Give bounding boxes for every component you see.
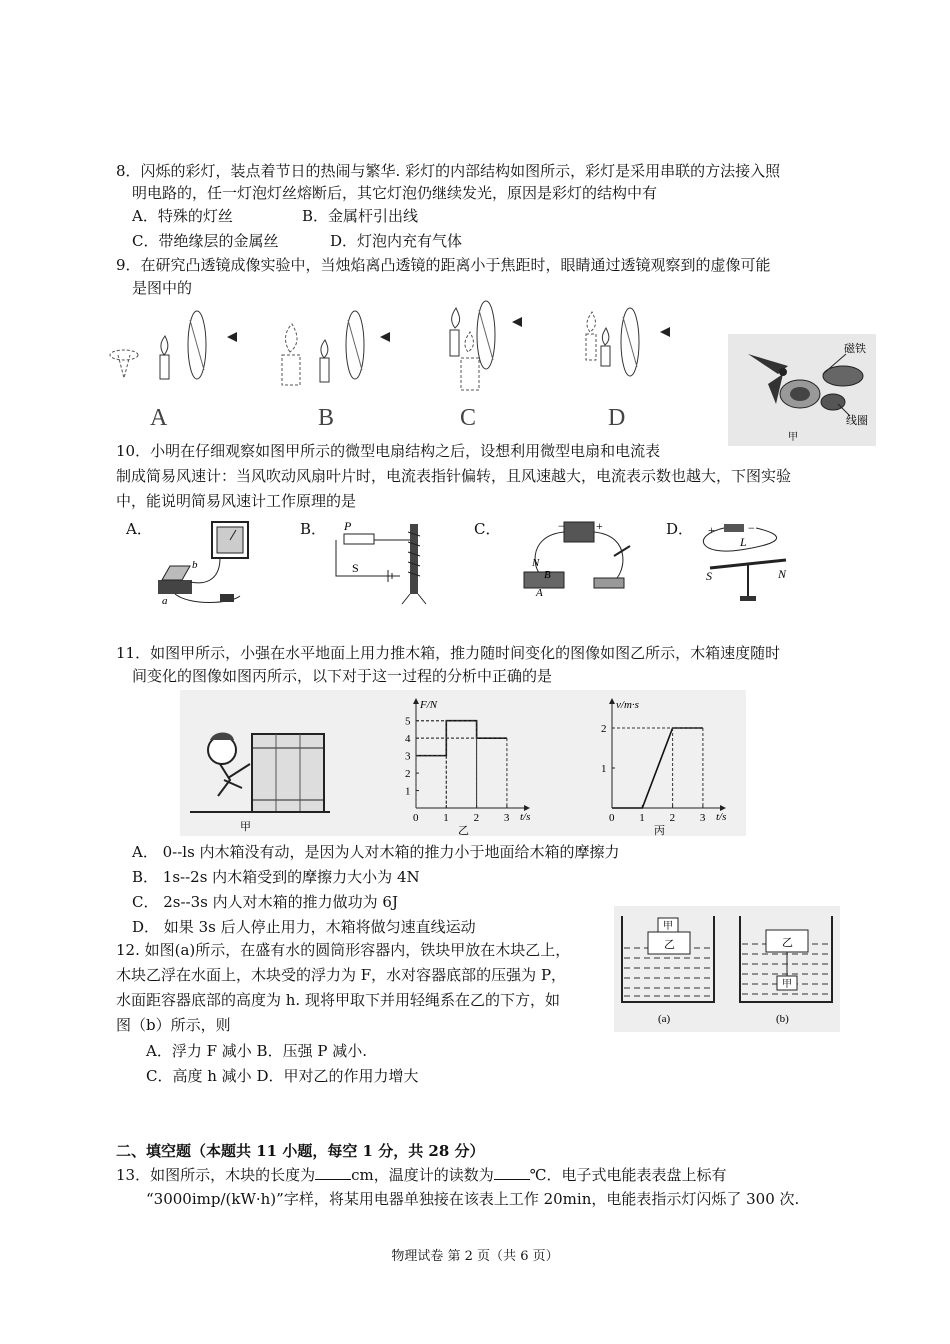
q8-option-b: B．金属杆引出线 — [302, 207, 419, 225]
chart-velocity-x-label: t/s — [716, 811, 727, 823]
q12-stem-line4: 图（b）所示，则 — [116, 1016, 231, 1034]
chart-force-xtick: 3 — [503, 812, 510, 824]
q10-a-label-a: a — [162, 595, 168, 607]
q11-option-a: A． 0--ls 内木箱没有动，是因为人对木箱的推力小于地面给木箱的摩擦力 — [132, 843, 620, 861]
q12-options-ab: A．浮力 F 减小 B．压强 P 减小. — [146, 1042, 367, 1060]
q9-figure-a — [110, 311, 237, 431]
q12-stem-line3: 水面距容器底部的高度为 h. 现将甲取下并用轻绳系在乙的下方，如 — [116, 991, 560, 1009]
chart-velocity-xtick: 0 — [609, 812, 615, 824]
chart-force-ytick: 1 — [405, 785, 411, 798]
q12-stem-line1: 12. 如图(a)所示，在盛有水的圆筒形容器内，铁块甲放在木块乙上， — [116, 941, 571, 959]
chart-force-x-label: t/s — [520, 811, 531, 823]
q10-stem-line3: 中，能说明简易风速计工作原理的是 — [116, 492, 357, 510]
q9-figure-c — [450, 301, 522, 431]
q13-line1 — [116, 1164, 727, 1186]
q11-caption-jia: 甲 — [240, 821, 251, 833]
fan-caption: 甲 — [788, 432, 798, 443]
q9-label-d: D — [608, 405, 626, 431]
q9-label-b: B — [318, 405, 335, 431]
q10-stem-line1: 10．小明在仔细观察如图甲所示的微型电扇结构之后，设想利用微型电扇和电流表 — [116, 442, 661, 460]
q12-caption-a: (a) — [658, 1013, 671, 1025]
q11-stem-line2: 间变化的图像如图丙所示，以下对于这一过程的分析中正确的是 — [132, 667, 553, 685]
q12-caption-b: (b) — [776, 1013, 789, 1025]
chart-force-caption: 乙 — [458, 825, 469, 836]
svg-text:−: − — [748, 521, 755, 535]
q9-figure-b — [282, 311, 390, 431]
q12-a-label-yi: 乙 — [664, 939, 675, 951]
q12-a-label-jia: 甲 — [663, 921, 673, 932]
chart-force-ytick: 5 — [405, 715, 411, 728]
q9-stem-line2: 是图中的 — [132, 279, 193, 297]
q10-d-label-s: S — [706, 569, 712, 583]
chart-velocity-xtick: 2 — [669, 812, 676, 824]
q10-c-label-n: N — [532, 557, 540, 569]
fan-structure-figure — [728, 334, 876, 446]
q13-blank-temperature[interactable] — [494, 1165, 530, 1180]
q12-b-label-jia: 甲 — [782, 979, 792, 990]
svg-text:+: + — [596, 519, 603, 533]
q9-label-a: A — [150, 405, 168, 431]
q10-c-label-a: A — [536, 587, 543, 599]
q8-option-d: D．灯泡内充有气体 — [330, 232, 463, 250]
q11-figures — [180, 690, 746, 836]
q10-option-b-label: B． — [300, 520, 327, 538]
q10-option-c-label: C． — [474, 520, 501, 538]
svg-text:+: + — [708, 523, 715, 537]
q8-stem-line2: 明电路的，任一灯泡灯丝熔断后，其它灯泡仍继续发光，原因是彩灯的结构中有 — [132, 184, 658, 202]
q13-part2: cm，温度计的读数为 — [351, 1166, 494, 1184]
q10-c-label-b: B — [544, 569, 551, 581]
chart-force-ytick: 4 — [405, 733, 411, 746]
q13-part3: ℃．电子式电能表表盘上标有 — [529, 1166, 727, 1184]
q10-figure-b — [330, 516, 440, 608]
q8-option-a: A．特殊的灯丝 — [132, 207, 233, 225]
chart-velocity-ytick: 2 — [601, 723, 607, 735]
chart-force-xtick: 1 — [443, 812, 449, 824]
q13-part1: 13．如图所示，木块的长度为 — [116, 1166, 316, 1184]
q12-options-cd: C．高度 h 减小 D．甲对乙的作用力增大 — [146, 1067, 419, 1085]
q10-d-label-l: L — [740, 535, 747, 549]
q10-d-label-n: N — [778, 567, 787, 581]
q12-b-label-yi: 乙 — [782, 937, 793, 949]
svg-text:−: − — [558, 519, 565, 533]
chart-velocity-caption: 丙 — [654, 825, 665, 836]
q10-option-a-label: A． — [126, 520, 152, 538]
q9-lens-figures — [100, 300, 720, 440]
q11-option-b: B． 1s--2s 内木箱受到的摩擦力大小为 4N — [132, 868, 420, 886]
q10-figure-d — [690, 516, 810, 608]
q10-figure-c — [504, 516, 644, 608]
page-footer: 物理试卷 第 2 页（共 6 页） — [391, 1249, 559, 1264]
q10-stem-line2: 制成简易风速计：当风吹动风扇叶片时，电流表指针偏转，且风速越大，电流表示数也越大，下图实验 — [116, 467, 792, 485]
q10-b-label-s: S — [352, 561, 359, 575]
q11-option-d: D． 如果 3s 后人停止用力，木箱将做匀速直线运动 — [132, 918, 476, 936]
section2-heading: 二、填空题（本题共 11 小题，每空 1 分，共 28 分） — [116, 1142, 485, 1160]
q12-figure — [614, 906, 840, 1032]
q9-stem-line1: 9．在研究凸透镜成像实验中，当烛焰离凸透镜的距离小于焦距时，眼睛通过透镜观察到的虚像可能 — [116, 256, 771, 274]
q10-figure-a — [150, 516, 260, 608]
chart-velocity-ytick: 1 — [601, 763, 607, 775]
chart-force-xtick: 0 — [413, 812, 419, 824]
chart-force-xtick: 2 — [473, 812, 480, 824]
chart-velocity-xtick: 1 — [639, 812, 645, 824]
q9-figure-d — [586, 308, 670, 431]
q10-a-label-b: b — [192, 559, 198, 571]
q12-stem-line2: 木块乙浮在水面上，木块受的浮力为 F，水对容器底部的压强为 P， — [116, 966, 567, 984]
chart-force-ytick: 3 — [405, 750, 411, 763]
q10-option-d-label: D． — [666, 520, 694, 538]
chart-force-y-label: F/N — [420, 699, 438, 711]
fan-label-magnet: 磁铁 — [844, 343, 866, 355]
q13-line2: “3000imp/(kW·h)”字样，将某用电器单独接在该表上工作 20min，电能表指示灯闪烁了 300 次. — [146, 1190, 800, 1208]
chart-velocity-y-label: v/m·s — [616, 699, 639, 711]
q8-stem-line1: 8．闪烁的彩灯，装点着节日的热闹与繁华. 彩灯的内部结构如图所示，彩灯是采用串联的方法接入照 — [116, 162, 781, 180]
chart-force-ytick: 2 — [405, 768, 411, 781]
fan-label-coil: 线圈 — [846, 415, 868, 427]
q10-b-label-p: P — [344, 519, 352, 533]
q9-label-c: C — [460, 405, 477, 431]
chart-velocity-xtick: 3 — [699, 812, 706, 824]
q11-stem-line1: 11．如图甲所示，小强在水平地面上用力推木箱，推力随时间变化的图像如图乙所示，木箱速度随时 — [116, 644, 781, 662]
q11-option-c: C． 2s--3s 内人对木箱的推力做功为 6J — [132, 893, 398, 911]
q13-blank-length[interactable] — [315, 1165, 351, 1180]
q8-option-c: C．带绝缘层的金属丝 — [132, 232, 279, 250]
